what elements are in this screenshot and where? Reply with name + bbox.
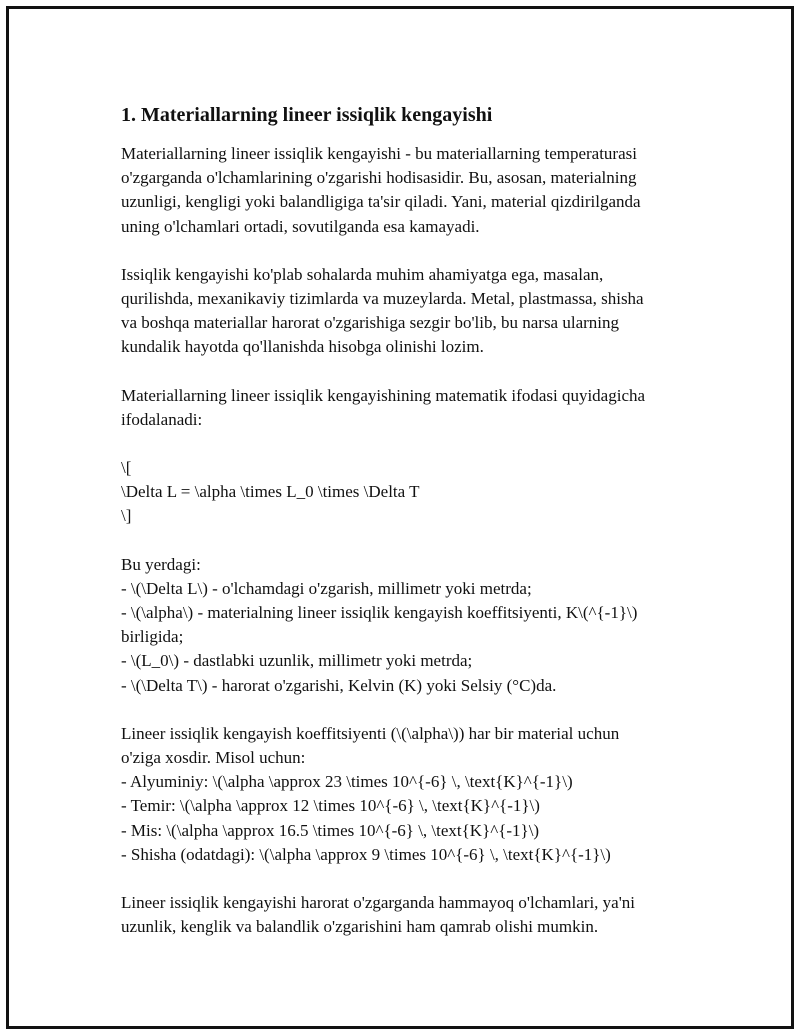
text-line: kundalik hayotda qo'llanishda hisobga olinishi lozim. <box>121 337 484 357</box>
definitions-list <box>121 553 701 698</box>
importance-paragraph <box>121 263 701 360</box>
text-line: uzunligi, kengligi yoki balandligiga ta'sir qiladi. Yani, material qizdirilganda <box>121 192 641 212</box>
list-item: - \(L_0\) - dastlabki uzunlik, millimetr yoki metrda; <box>121 651 473 671</box>
text-line: va boshqa materiallar harorat o'zgarishiga sezgir bo'lib, bu narsa ularning <box>121 313 620 333</box>
formula-intro-paragraph <box>121 384 701 432</box>
examples-list <box>121 722 701 867</box>
text-line: ifodalanadi: <box>121 409 203 429</box>
list-item: Bu yerdagi: <box>121 554 201 574</box>
list-item: - Shisha (odatdagi): \(\alpha \approx 9 \times 10^{-6} \, \text{K}^{-1}\) <box>121 844 611 864</box>
formula-line: \] <box>121 506 132 526</box>
text-line: uzunlik, kenglik va balandlik o'zgarishini ham qamrab olishi mumkin. <box>121 917 599 937</box>
text-line: o'zgarganda o'lchamlarining o'zgarishi hodisasidir. Bu, asosan, materialning <box>121 168 637 188</box>
list-item: - Alyuminiy: \(\alpha \approx 23 \times 10^{-6} \, \text{K}^{-1}\) <box>121 772 573 792</box>
list-item: Lineer issiqlik kengayish koeffitsiyenti (\(\alpha\)) har bir material uchun <box>121 723 620 743</box>
formula-line: \Delta L = \alpha \times L_0 \times \Delta T <box>121 482 420 502</box>
text-line: Materiallarning lineer issiqlik kengayishi - bu materiallarning temperaturasi <box>121 144 637 163</box>
list-item: o'ziga xosdir. Misol uchun: <box>121 748 306 768</box>
list-item: birligida; <box>121 627 184 647</box>
text-line: qurilishda, mexanikaviy tizimlarda va muzeylarda. Metal, plastmassa, shisha <box>121 289 644 309</box>
document-page <box>6 6 794 1029</box>
document-content <box>121 100 701 963</box>
text-line: Issiqlik kengayishi ko'plab sohalarda muhim ahamiyatga ega, masalan, <box>121 264 604 284</box>
formula-block <box>121 456 701 529</box>
conclusion-paragraph <box>121 891 701 939</box>
formula-line: \[ <box>121 458 132 478</box>
text-line: Lineer issiqlik kengayishi harorat o'zgarganda hammayoq o'lchamlari, ya'ni <box>121 893 635 913</box>
list-item: - \(\alpha\) - materialning lineer issiqlik kengayish koeffitsiyenti, K\(^{-1}\) <box>121 603 638 623</box>
text-line: Materiallarning lineer issiqlik kengayishining matematik ifodasi quyidagicha <box>121 385 646 405</box>
list-item: - \(\Delta L\) - o'lchamdagi o'zgarish, millimetr yoki metrda; <box>121 578 532 598</box>
text-line: uning o'lchamlari ortadi, sovutilganda esa kamayadi. <box>121 216 480 236</box>
section-heading: 1. Materiallarning lineer issiqlik kengayishi <box>121 104 493 126</box>
intro-paragraph <box>121 142 701 239</box>
list-item: - Temir: \(\alpha \approx 12 \times 10^{-6} \, \text{K}^{-1}\) <box>121 796 540 816</box>
list-item: - Mis: \(\alpha \approx 16.5 \times 10^{-6} \, \text{K}^{-1}\) <box>121 820 540 840</box>
list-item: - \(\Delta T\) - harorat o'zgarishi, Kelvin (K) yoki Selsiy (°C)da. <box>121 675 557 695</box>
